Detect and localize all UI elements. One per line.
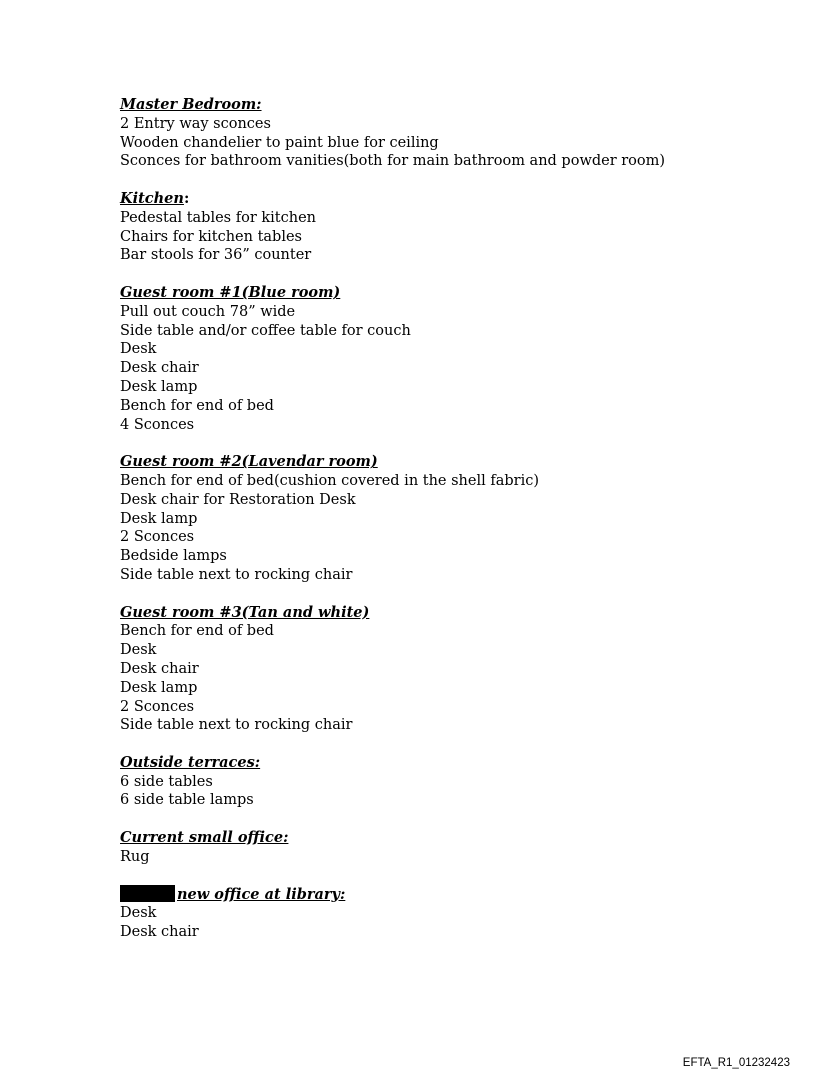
list-item: 6 side table lamps: [120, 792, 254, 809]
section-heading: Guest room #2(Lavendar room): [120, 453, 378, 471]
list-item: Desk chair: [120, 360, 199, 377]
list-item: Desk: [120, 905, 157, 922]
list-item: 4 Sconces: [120, 416, 195, 433]
section-current-small-office: [120, 829, 780, 867]
section-outside-terraces: [120, 754, 780, 810]
list-item: Chairs for kitchen tables: [120, 228, 302, 245]
section-kitchen: [120, 190, 780, 265]
heading-colon: :: [183, 189, 190, 207]
list-item: 2 Sconces: [120, 529, 195, 546]
section-guest-room-1: [120, 284, 780, 434]
section-heading: Current small office:: [120, 829, 289, 847]
list-item: Wooden chandelier to paint blue for ceiling: [120, 134, 439, 151]
list-item: Bench for end of bed: [120, 397, 274, 414]
list-item: 6 side tables: [120, 773, 213, 790]
section-guest-room-3: [120, 604, 780, 736]
list-item: Sconces for bathroom vanities(both for main bathroom and powder room): [120, 153, 666, 170]
list-item: Desk: [120, 341, 157, 358]
list-item: Bench for end of bed: [120, 623, 274, 640]
list-item: Desk chair for Restoration Desk: [120, 491, 356, 508]
section-heading-line: [120, 885, 780, 904]
list-item: Desk chair: [120, 924, 199, 941]
section-new-office-library: [120, 885, 780, 941]
list-item: Desk lamp: [120, 510, 198, 527]
list-item: Rug: [120, 848, 150, 865]
list-item: 2 Sconces: [120, 698, 195, 715]
section-heading-line: [120, 190, 780, 209]
section-heading: Outside terraces:: [120, 753, 261, 771]
list-item: Side table next to rocking chair: [120, 717, 353, 734]
document-body: [120, 96, 780, 961]
redaction-block: [120, 885, 175, 902]
list-item: Bench for end of bed(cushion covered in the shell fabric): [120, 472, 540, 489]
section-heading: Kitchen: [120, 189, 184, 207]
section-heading: Master Bedroom:: [120, 96, 262, 113]
document-id-stamp: EFTA_R1_01232423: [682, 1057, 790, 1069]
list-item: Pull out couch 78” wide: [120, 303, 296, 320]
list-item: Side table and/or coffee table for couch: [120, 322, 411, 339]
list-item: Desk lamp: [120, 378, 198, 395]
list-item: Bedside lamps: [120, 548, 227, 565]
list-item: Desk lamp: [120, 679, 198, 696]
list-item: Desk chair: [120, 660, 199, 677]
section-guest-room-2: [120, 453, 780, 585]
section-heading: Guest room #1(Blue room): [120, 283, 341, 301]
section-heading: new office at library:: [177, 886, 346, 904]
section-heading: Guest room #3(Tan and white): [120, 603, 370, 621]
list-item: 2 Entry way sconces: [120, 115, 271, 132]
section-master-bedroom: [120, 96, 780, 171]
list-item: Bar stools for 36” counter: [120, 247, 312, 264]
list-item: Desk: [120, 642, 157, 659]
list-item: Side table next to rocking chair: [120, 566, 353, 583]
list-item: Pedestal tables for kitchen: [120, 209, 316, 226]
